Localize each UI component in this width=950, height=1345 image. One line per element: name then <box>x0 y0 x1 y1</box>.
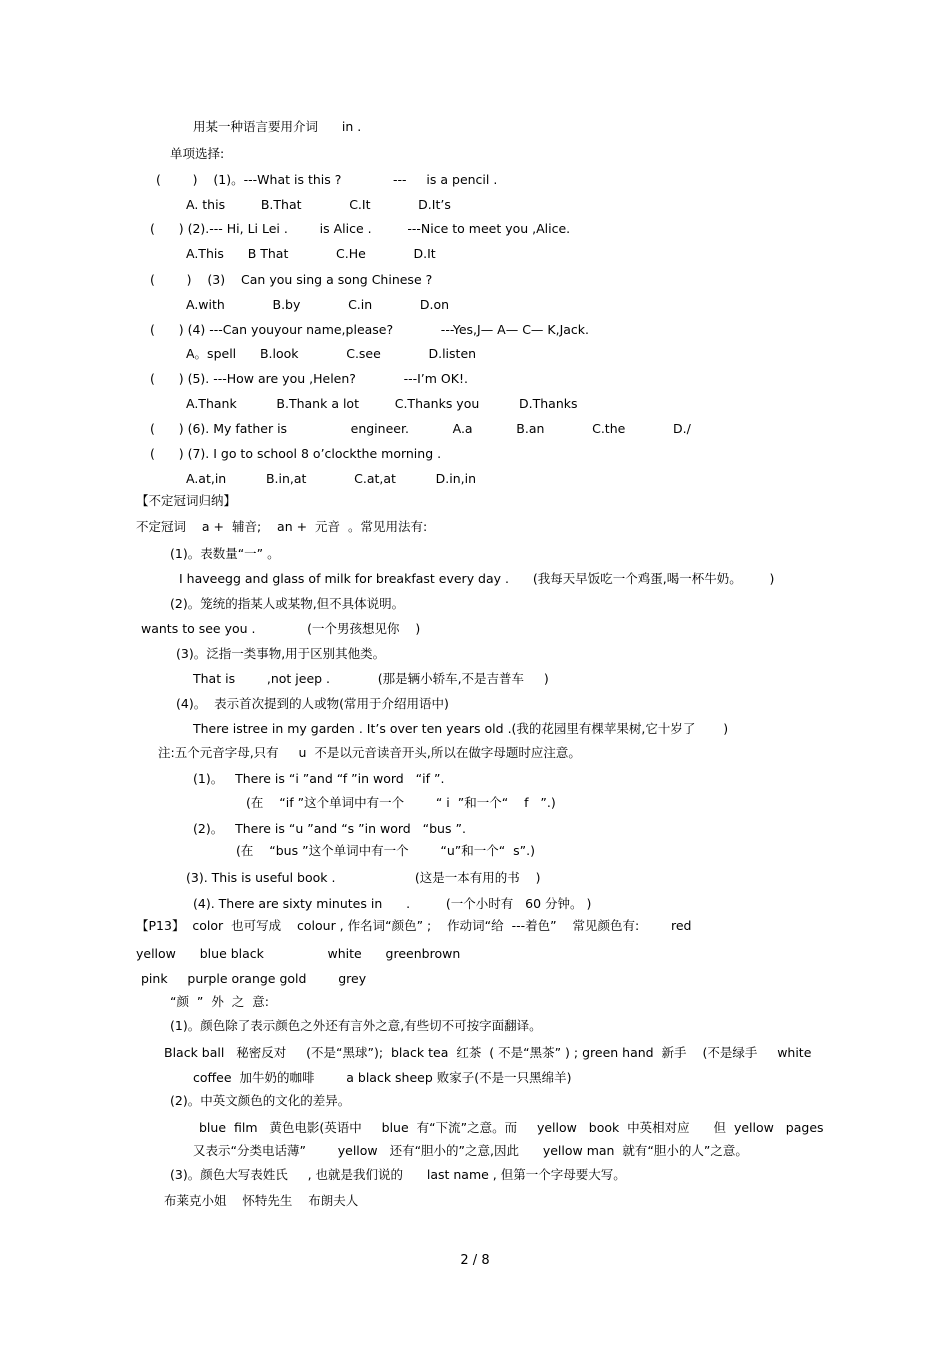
options-line: A. this B.That C.It D.It’s <box>186 197 451 212</box>
text-line: (在 “if ”这个单词中有一个 “ i ”和一个“ f ”.) <box>246 795 556 810</box>
text-line: (在 “bus ”这个单词中有一个 “u”和一个“ s”.) <box>236 843 535 858</box>
text-line: (4)。 表示首次提到的人或物(常用于介绍用语中) <box>176 696 449 711</box>
question-line: ( ) (7). I go to school 8 o’clockthe morning . <box>150 446 442 461</box>
question-line: ( ) (4) ---Can youyour name,please? ---Yes,J— A— C— K,Jack. <box>150 322 589 337</box>
text-line: 单项选择: <box>170 146 225 161</box>
options-line: A。spell B.look C.see D.listen <box>186 346 477 361</box>
text-line: pink purple orange gold grey <box>141 971 367 986</box>
text-line: yellow blue black white greenbrown <box>136 946 461 961</box>
text-line: 不定冠词 a + 辅音; an + 元音 。常见用法有: <box>136 519 428 534</box>
text-line: That is ,not jeep . (那是辆小轿车,不是吉普车 ) <box>193 671 549 686</box>
text-line: (3)。颜色大写表姓氏 , 也就是我们说的 last name , 但第一个字母要大写。 <box>170 1167 626 1182</box>
question-line: ( ) (6). My father is engineer. A.a B.an C.the D./ <box>150 421 691 436</box>
text-line: (1)。表数量“一” 。 <box>170 546 280 561</box>
section-heading: 【P13】 color 也可写成 colour , 作名词“颜色” ; 作动词“给 ---着色” 常见颜色有: red <box>136 918 692 933</box>
question-line: ( ) (1)。---What is this ? --- is a pencil . <box>156 172 498 187</box>
text-line: (2)。中英文颜色的文化的差异。 <box>170 1093 351 1108</box>
options-line: A.This B That C.He D.It <box>186 246 436 261</box>
note-line: 注:五个元音字母,只有 u 不是以元音读音开头,所以在做字母题时应注意。 <box>158 745 581 760</box>
text-line: Black ball 秘密反对 (不是“黑球”); black tea 红茶 ( 不是“黑茶” ) ; green hand 新手 (不是绿手 white <box>164 1045 812 1060</box>
text-line: 布莱克小姐 怀特先生 布朗夫人 <box>164 1193 359 1208</box>
text-line: “颜 ” 外 之 意: <box>170 994 269 1009</box>
options-line: A.Thank B.Thank a lot C.Thanks you D.Thanks <box>186 396 578 411</box>
text-line: There istree in my garden . It’s over ten years old .(我的花园里有棵苹果树,它十岁了 ) <box>193 721 729 736</box>
question-line: ( ) (3) Can you sing a song Chinese ? <box>150 272 433 287</box>
page-number: 2 / 8 <box>460 1253 490 1268</box>
text-line: 用某一种语言要用介词 in . <box>193 119 362 134</box>
options-line: A.at,in B.in,at C.at,at D.in,in <box>186 471 477 486</box>
text-line: coffee 加牛奶的咖啡 a black sheep 败家子(不是一只黑绵羊) <box>193 1070 572 1085</box>
text-line: (2)。 There is “u ”and “s ”in word “bus ”. <box>193 821 466 836</box>
text-line: I haveegg and glass of milk for breakfast every day . (我每天早饭吃一个鸡蛋,喝一杯牛奶。 ) <box>179 571 775 586</box>
text-line: wants to see you . (一个男孩想见你 ) <box>141 621 421 636</box>
text-line: (3). This is useful book . (这是一本有用的书 ) <box>186 870 541 885</box>
text-line: (1)。 There is “i ”and “f ”in word “if ”. <box>193 771 445 786</box>
text-line: blue film 黄色电影(英语中 blue 有“下流”之意。而 yellow book 中英相对应 但 yellow pages <box>199 1120 824 1135</box>
text-line: (3)。泛指一类事物,用于区别其他类。 <box>176 646 386 661</box>
question-line: ( ) (5). ---How are you ,Helen? ---I’m OK!. <box>150 371 468 386</box>
section-heading: 【不定冠词归纳】 <box>136 493 237 508</box>
text-line: 又表示“分类电话薄” yellow 还有“胆小的”之意,因此 yellow man 就有“胆小的人”之意。 <box>193 1143 748 1158</box>
options-line: A.with B.by C.in D.on <box>186 297 450 312</box>
text-line: (2)。笼统的指某人或某物,但不具体说明。 <box>170 596 405 611</box>
question-line: ( ) (2).--- Hi, Li Lei . is Alice . ---Nice to meet you ,Alice. <box>150 221 571 236</box>
text-line: (1)。颜色除了表示颜色之外还有言外之意,有些切不可按字面翻译。 <box>170 1018 542 1033</box>
text-line: (4). There are sixty minutes in . (一个小时有 60 分钟。 ) <box>193 896 592 911</box>
